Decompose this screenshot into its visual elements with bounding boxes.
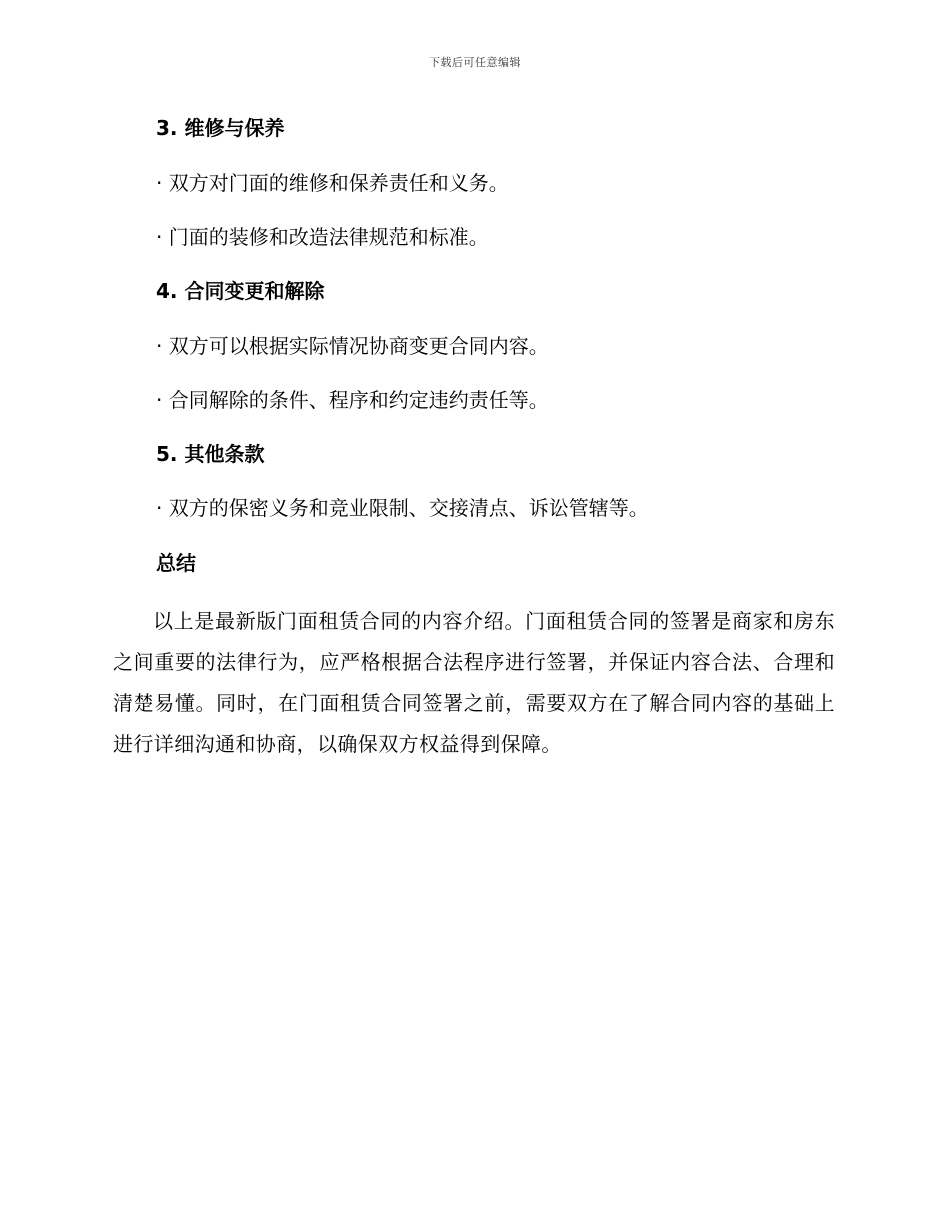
bullet-item: · 门面的装修和改造法律规范和标准。: [156, 225, 489, 249]
section-heading-contract-change: 4. 合同变更和解除: [156, 279, 325, 303]
bullet-item: · 双方的保密义务和竞业限制、交接清点、诉讼管辖等。: [156, 496, 649, 520]
section-heading-other-terms: 5. 其他条款: [156, 442, 265, 466]
summary-heading: 总结: [156, 551, 196, 575]
bullet-item: · 双方可以根据实际情况协商变更合同内容。: [156, 334, 549, 358]
bullet-item: · 双方对门面的维修和保养责任和义务。: [156, 171, 509, 195]
summary-paragraph: 以上是最新版门面租赁合同的内容介绍。门面租赁合同的签署是商家和房东之间重要的法律行为，应严格根据合法程序进行签署，并保证内容合法、合理和清楚易懂。同时，在门面租赁合同签署之前，需要双方在了解合同内容的基础上进行详细沟通和协商，以确保双方权益得到保障。: [113, 609, 835, 756]
bullet-item: · 合同解除的条件、程序和约定违约责任等。: [156, 388, 549, 412]
page-header-note: 下载后可任意编辑: [429, 56, 521, 69]
section-heading-maintenance: 3. 维修与保养: [156, 116, 285, 140]
